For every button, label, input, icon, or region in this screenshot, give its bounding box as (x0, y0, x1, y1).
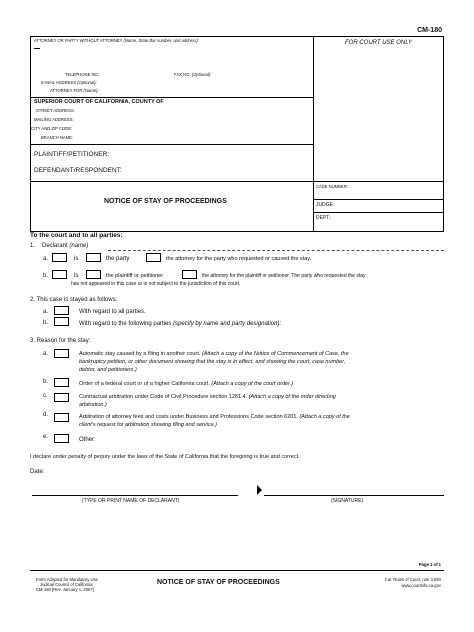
street-label: STREET ADDRESS: (36, 108, 75, 113)
attorney-label: ATTORNEY OR PARTY WITHOUT ATTORNEY (Name, State Bar number, and address): (34, 38, 199, 43)
item1a-is: is (74, 256, 79, 262)
attorney-for-label: ATTORNEY FOR (Name): (50, 88, 99, 93)
item1a-attorney-checkbox[interactable] (146, 253, 161, 262)
item1-label: Declarant (name) (42, 243, 89, 249)
page-number: Page 1 of 1 (418, 562, 441, 567)
branch-label: BRANCH NAME: (41, 135, 74, 140)
item1a-label: a. (43, 256, 49, 262)
defendant-label: DEFENDANT/RESPONDENT: (34, 167, 122, 174)
for-court-use-label: FOR COURT USE ONLY (345, 40, 413, 46)
item2a-text: With regard to all parties. (79, 309, 146, 315)
telephone-label: TELEPHONE NO.: (65, 72, 101, 77)
item2a-checkbox[interactable] (54, 306, 69, 315)
case-number-divider (313, 199, 444, 200)
item3a-text: Automatic stay caused by a filing in another court. (Attach a copy of the Notice of Commencement of Case, the (79, 351, 349, 357)
header-frame (30, 36, 444, 232)
mailing-label: MAILING ADDRESS: (34, 117, 74, 122)
footer-adopted-2: Judicial Council of California (40, 582, 93, 587)
case-number-label: CASE NUMBER: (316, 184, 348, 189)
item3e-text: Other: (79, 437, 96, 443)
item3a-label: a. (43, 351, 49, 357)
footer-rule (30, 570, 444, 571)
item3a-hint-line3: debtor, and petitioners.) (79, 367, 137, 373)
item1a-attorney-text: the attorney for the party who requested or caused the stay. (166, 256, 312, 262)
item1b-is: is (74, 273, 79, 279)
item3d-hint-line2: client's request for arbitration showing filing and service.) (79, 422, 218, 428)
item3c-checkbox[interactable] (54, 393, 69, 402)
item3c-label: c. (43, 393, 48, 399)
item1a-party-checkbox[interactable] (86, 253, 101, 262)
item3b-checkbox[interactable] (54, 378, 69, 387)
fax-label: FAX NO. (Optional): (174, 72, 212, 77)
item2b-text: With regard to the following parties (specify by name and party designation): (79, 321, 282, 327)
item3e-label: e. (43, 434, 49, 440)
dept-label: DEPT.: (316, 215, 332, 221)
item1a-party-text: the party (106, 256, 130, 262)
item1b-continuation: has not appeared in this case or is not subject to the jurisdiction of this court. (71, 281, 241, 287)
item2-heading: 2. This case is stayed as follows: (30, 297, 118, 303)
item3d-checkbox[interactable] (54, 413, 69, 422)
attorney-field-mark (34, 48, 40, 49)
footer-title: NOTICE OF STAY OF PROCEEDINGS (157, 579, 280, 586)
judge-label: JUDGE: (316, 202, 335, 208)
item1a-name-box[interactable] (52, 253, 67, 262)
item3a-checkbox[interactable] (54, 349, 69, 358)
document-title: NOTICE OF STAY OF PROCEEDINGS (104, 198, 227, 205)
footer-adopted-3: CM-180 [Rev. January 1, 2007] (36, 587, 94, 592)
item3c-text: Contractual arbitration under Code of Civil Procedure section 1281.4. (Attach a copy of the order directing (79, 394, 336, 400)
item1b-attorney-text: the attorney for the plaintiff or petitioner. The party who requested the stay (202, 273, 366, 279)
item3b-label: b. (43, 379, 49, 385)
item3d-text: Arbitration of attorney fees and costs under Business and Professions Code section 6201. (Attach a copy of the (79, 414, 350, 420)
declarant-name-line (108, 250, 444, 251)
to-court-heading: To the court and to all parties: (30, 232, 123, 239)
court-use-divider (313, 36, 314, 181)
court-divider (30, 144, 313, 145)
signature-arrow-icon (257, 485, 262, 495)
city-zip-label: CITY AND ZIP CODE: (31, 126, 73, 131)
item3b-text: Order of a federal court or of a higher California court. (Attach a copy of the court order.) (79, 381, 294, 387)
item3d-label: d. (43, 412, 49, 418)
item1b-label: b. (43, 273, 49, 279)
date-label: Date: (30, 469, 45, 475)
footer-site: www.courtinfo.ca.gov (401, 583, 441, 588)
parties-divider (30, 181, 444, 182)
item2b-label: b. (43, 320, 49, 326)
item1b-plaintiff-text: the plaintiff or petitioner (106, 273, 164, 279)
case-divider (313, 181, 314, 232)
item1b-plaintiff-checkbox[interactable] (86, 270, 101, 279)
item3c-hint-line2: arbitration.) (79, 402, 107, 408)
signature-line (264, 495, 444, 496)
item3e-checkbox[interactable] (54, 434, 69, 443)
form-id: CM-180 (417, 27, 442, 34)
item1b-attorney-checkbox[interactable] (182, 270, 197, 279)
item3a-hint-line2: bankruptcy petition, or other document showing that the stay is in effect, and showing the court, case number, (79, 359, 346, 365)
footer-rules: Cal. Rules of Court, rule 3.650 (384, 577, 441, 582)
print-name-caption: (TYPE OR PRINT NAME OF DECLARANT) (82, 498, 180, 504)
plaintiff-label: PLAINTIFF/PETITIONER: (34, 151, 110, 158)
print-name-line (32, 495, 238, 496)
item1b-name-box[interactable] (52, 270, 67, 279)
email-label: E-MAIL ADDRESS (Optional): (41, 80, 97, 85)
judge-divider (313, 212, 444, 213)
item2a-label: a. (43, 309, 49, 315)
court-title: SUPERIOR COURT OF CALIFORNIA, COUNTY OF (34, 99, 164, 105)
declaration-text: I declare under penalty of perjury under the laws of the State of California that the foregoing is true and correct. (30, 454, 300, 460)
item3-heading: 3. Reason for the stay: (30, 338, 91, 344)
signature-caption: (SIGNATURE) (331, 498, 364, 504)
footer-adopted-1: Form Adopted for Mandatory Use (36, 577, 98, 582)
item2b-checkbox[interactable] (54, 317, 69, 326)
attorney-divider (30, 97, 313, 98)
item1-number: 1. (30, 243, 36, 249)
